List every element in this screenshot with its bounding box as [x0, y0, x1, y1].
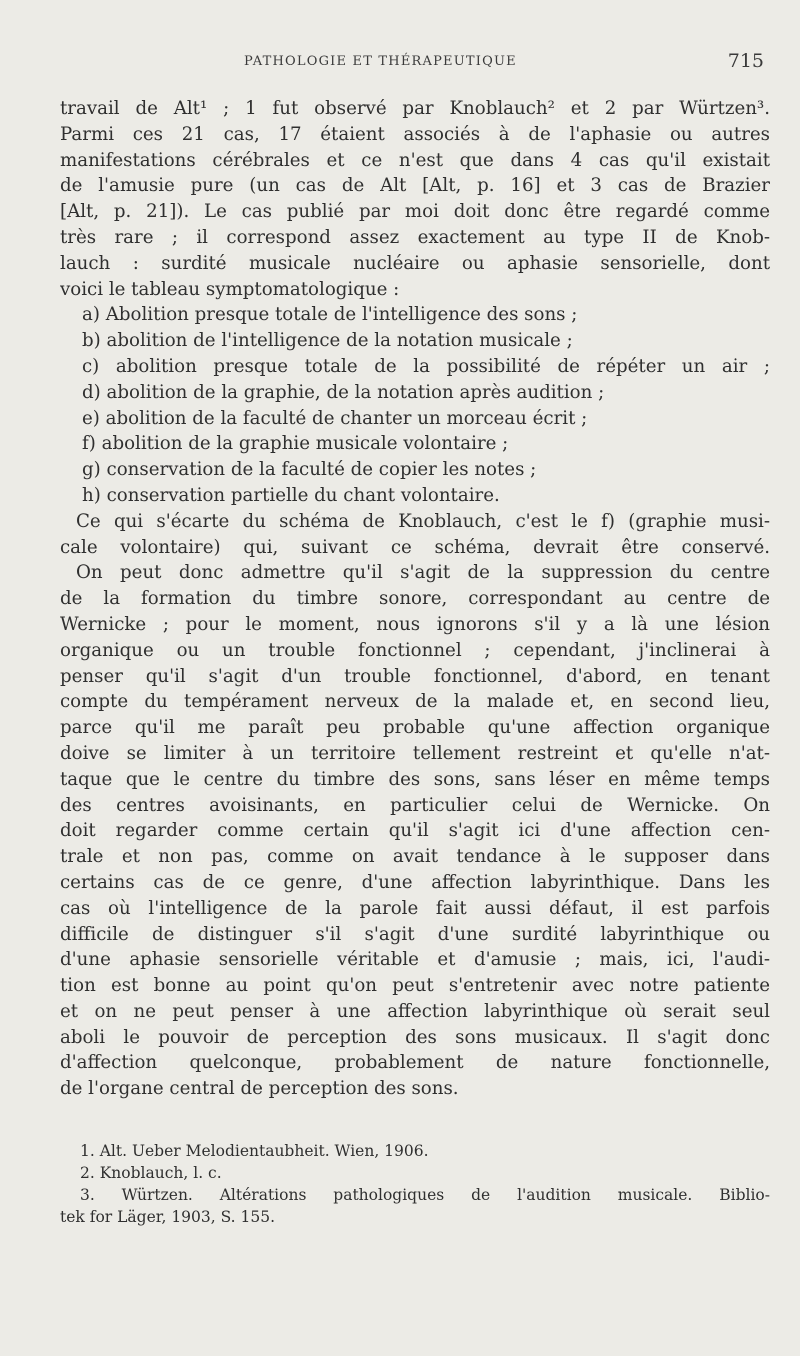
page-number: 715 [727, 50, 764, 72]
text-line: Parmi ces 21 cas, 17 étaient associés à de l'aphasie ou autres [60, 123, 770, 145]
text-line: certains cas de ce genre, d'une affection labyrinthique. Dans les [60, 871, 770, 893]
footnotes [60, 1140, 770, 1228]
text-line: voici le tableau symptomatologique : [60, 278, 400, 300]
symptom-item: f) abolition de la graphie musicale volontaire ; [82, 433, 509, 455]
running-title: PATHOLOGIE ET THÉRAPEUTIQUE [244, 54, 517, 69]
text-line: aboli le pouvoir de perception des sons musicaux. Il s'agit donc [60, 1026, 770, 1048]
text-line: et on ne peut penser à une affection labyrinthique où serait seul [60, 1000, 770, 1022]
text-line: d'affection quelconque, probablement de nature fonctionnelle, [60, 1052, 770, 1074]
symptom-item: b) abolition de l'intelligence de la notation musicale ; [82, 330, 573, 352]
text-line: travail de Alt¹ ; 1 fut observé par Knoblauch² et 2 par Würtzen³. [60, 98, 770, 119]
text-line: taque que le centre du timbre des sons, sans léser en même temps [60, 768, 770, 790]
text-line: On peut donc admettre qu'il s'agit de la suppression du centre [76, 562, 770, 584]
text-line: de l'organe central de perception des sons. [60, 1078, 459, 1100]
text-line: compte du tempérament nerveux de la malade et, en second lieu, [60, 691, 770, 713]
text-line: de l'amusie pure (un cas de Alt [Alt, p. 16] et 3 cas de Brazier [60, 175, 770, 197]
symptom-item: e) abolition de la faculté de chanter un morceau écrit ; [82, 407, 588, 429]
text-line: tion est bonne au point qu'on peut s'entretenir avec notre patiente [60, 975, 770, 997]
symptom-item: g) conservation de la faculté de copier les notes ; [82, 459, 537, 481]
text-line: penser qu'il s'agit d'un trouble fonctionnel, d'abord, en tenant [60, 665, 770, 687]
text-line: des centres avoisinants, en particulier celui de Wernicke. On [60, 794, 770, 816]
text-line: [Alt, p. 21]). Le cas publié par moi doit donc être regardé comme [60, 201, 770, 223]
symptom-item: d) abolition de la graphie, de la notation après audition ; [82, 381, 605, 403]
footnote: 1. Alt. Ueber Melodientaubheit. Wien, 1906. [80, 1142, 429, 1160]
text-line: manifestations cérébrales et ce n'est que dans 4 cas qu'il existait [60, 149, 770, 171]
text-line: cas où l'intelligence de la parole fait aussi défaut, il est parfois [60, 897, 770, 919]
text-line: de la formation du timbre sonore, correspondant au centre de [60, 588, 770, 610]
text-line: difficile de distinguer s'il s'agit d'une surdité labyrinthique ou [60, 923, 770, 945]
text-line: parce qu'il me paraît peu probable qu'une affection organique [60, 717, 770, 739]
footnote: 2. Knoblauch, l. c. [80, 1164, 222, 1182]
body-text [60, 96, 770, 1102]
text-line: trale et non pas, comme on avait tendance à le supposer dans [60, 846, 770, 868]
text-line: très rare ; il correspond assez exactement au type II de Knob- [60, 226, 770, 248]
symptom-item: c) abolition presque totale de la possibilité de répéter un air ; [82, 355, 770, 377]
footnote: 3. Würtzen. Altérations pathologiques de l'audition musicale. Biblio- [80, 1186, 770, 1204]
symptom-item: a) Abolition presque totale de l'intelligence des sons ; [82, 304, 578, 326]
symptom-item: h) conservation partielle du chant volontaire. [82, 484, 500, 506]
text-line: lauch : surdité musicale nucléaire ou aphasie sensorielle, dont [60, 252, 770, 274]
text-line: d'une aphasie sensorielle véritable et d'amusie ; mais, ici, l'audi- [60, 949, 770, 971]
footnote-continuation: tek for Läger, 1903, S. 155. [60, 1208, 276, 1226]
page-header [60, 50, 770, 74]
text-line: cale volontaire) qui, suivant ce schéma, devrait être conservé. [60, 536, 770, 558]
text-line: doit regarder comme certain qu'il s'agit ici d'une affection cen- [60, 820, 770, 842]
text-line: organique ou un trouble fonctionnel ; cependant, j'inclinerai à [60, 639, 770, 661]
text-line: Ce qui s'écarte du schéma de Knoblauch, c'est le f) (graphie musi- [76, 510, 770, 532]
text-line: doive se limiter à un territoire tellement restreint et qu'elle n'at- [60, 742, 770, 764]
text-line: Wernicke ; pour le moment, nous ignorons s'il y a là une lésion [60, 613, 770, 635]
